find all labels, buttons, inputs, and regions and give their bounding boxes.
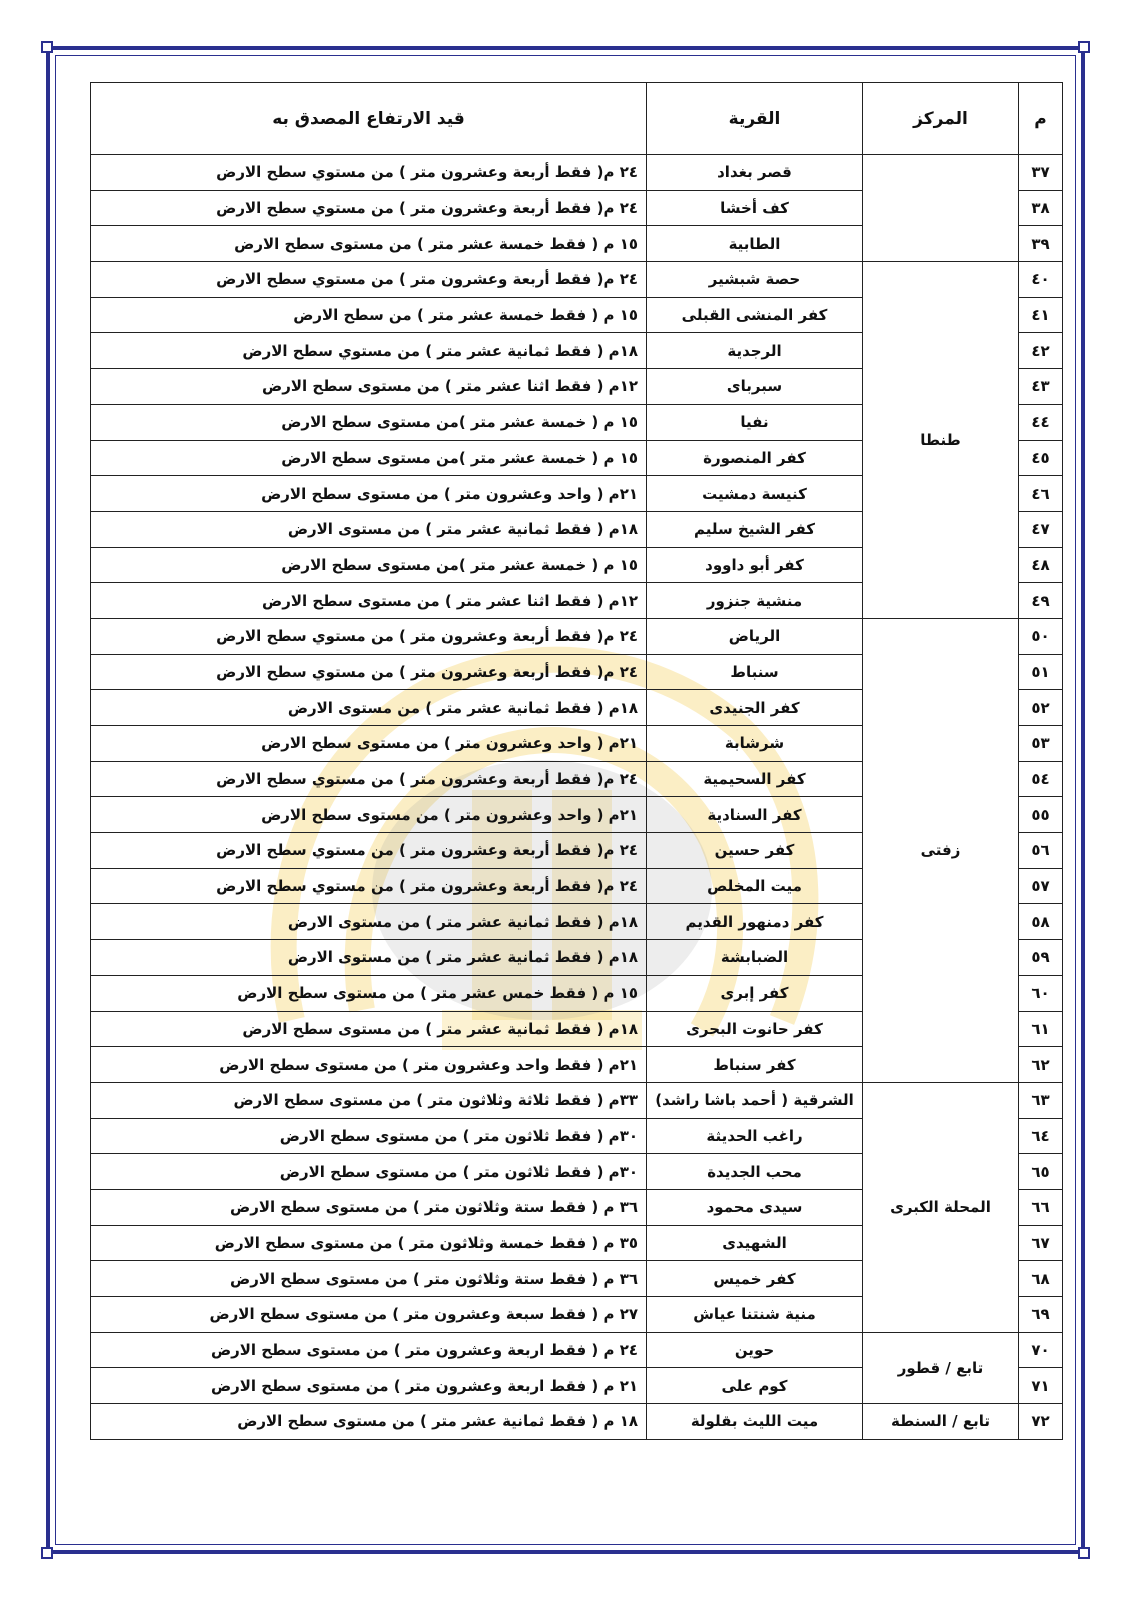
row-number: ٧٢ — [1019, 1404, 1063, 1440]
center-cell — [863, 155, 1019, 262]
village-cell: كفر السحيمية — [647, 761, 863, 797]
row-number: ٦٠ — [1019, 975, 1063, 1011]
row-number: ٦٥ — [1019, 1154, 1063, 1190]
row-number: ٥٥ — [1019, 797, 1063, 833]
row-number: ٤٦ — [1019, 476, 1063, 512]
altitude-limit-cell: ٢٤ م( فقط أربعة وعشرون متر ) من مستوي سطح الارض — [91, 190, 647, 226]
altitude-limit-cell: ١٢م ( فقط اثنا عشر متر ) من مستوى سطح الارض — [91, 369, 647, 405]
altitude-limit-cell: ٣٦ م ( فقط ستة وثلاثون متر ) من مستوى سطح الارض — [91, 1189, 647, 1225]
row-number: ٤٧ — [1019, 511, 1063, 547]
table-header-row — [91, 83, 1063, 155]
village-cell: ميت الليث بقلولة — [647, 1404, 863, 1440]
center-cell: تابع / قطور — [863, 1332, 1019, 1403]
altitude-limit-cell: ٣٦ م ( فقط ستة وثلاثون متر ) من مستوى سطح الارض — [91, 1261, 647, 1297]
altitude-limit-cell: ٢٧ م ( فقط سبعة وعشرون متر ) من مستوى سطح الارض — [91, 1297, 647, 1333]
village-cell: قصر بغداد — [647, 155, 863, 191]
row-number: ٤٠ — [1019, 262, 1063, 298]
row-number: ٥٢ — [1019, 690, 1063, 726]
altitude-limit-cell: ١٥ م ( فقط خمسة عشر متر ) من سطح الارض — [91, 297, 647, 333]
village-cell: كفر حانوت البحرى — [647, 1011, 863, 1047]
village-cell: كفر المنشى القبلى — [647, 297, 863, 333]
village-cell: راغب الحديثة — [647, 1118, 863, 1154]
row-number: ٤٤ — [1019, 404, 1063, 440]
row-number: ٤٩ — [1019, 583, 1063, 619]
village-cell: الرجدية — [647, 333, 863, 369]
altitude-limit-cell: ٢١م ( فقط واحد وعشرون متر ) من مستوى سطح الارض — [91, 1047, 647, 1083]
village-cell: شرشابة — [647, 726, 863, 762]
center-cell: طنطا — [863, 262, 1019, 619]
altitude-limit-cell: ١٢م ( فقط اثنا عشر متر ) من مستوى سطح الارض — [91, 583, 647, 619]
village-cell: نفيا — [647, 404, 863, 440]
frame-corner-br — [1078, 1547, 1090, 1559]
table-row — [91, 618, 1063, 654]
altitude-limit-cell: ٢٤ م( فقط أربعة وعشرون متر ) من مستوي سطح الارض — [91, 761, 647, 797]
village-cell: محب الجديدة — [647, 1154, 863, 1190]
altitude-limit-cell: ١٨م ( فقط ثمانية عشر متر ) من مستوى سطح الارض — [91, 1011, 647, 1047]
altitude-limits-table — [90, 82, 1063, 1440]
village-cell: حصة شبشير — [647, 262, 863, 298]
row-number: ٣٧ — [1019, 155, 1063, 191]
village-cell: كفر أبو داوود — [647, 547, 863, 583]
table-row — [91, 1082, 1063, 1118]
row-number: ٦٧ — [1019, 1225, 1063, 1261]
frame-corner-tr — [1078, 41, 1090, 53]
village-cell: الطابية — [647, 226, 863, 262]
row-number: ٦٦ — [1019, 1189, 1063, 1225]
village-cell: منية شنتنا عياش — [647, 1297, 863, 1333]
village-cell: كفر المنصورة — [647, 440, 863, 476]
altitude-limit-cell: ٣٠م ( فقط ثلاثون متر ) من مستوى سطح الارض — [91, 1118, 647, 1154]
table-row — [91, 1332, 1063, 1368]
altitude-limit-cell: ١٨ م ( فقط ثمانية عشر متر ) من مستوى سطح الارض — [91, 1404, 647, 1440]
altitude-limit-cell: ١٥ م ( فقط خمسة عشر متر ) من مستوى سطح الارض — [91, 226, 647, 262]
altitude-limit-cell: ٢٤ م( فقط أربعة وعشرون متر ) من مستوي سطح الارض — [91, 618, 647, 654]
row-number: ٦٤ — [1019, 1118, 1063, 1154]
village-cell: كفر السنادية — [647, 797, 863, 833]
altitude-limit-cell: ١٥ م ( خمسة عشر متر )من مستوى سطح الارض — [91, 404, 647, 440]
row-number: ٥٧ — [1019, 868, 1063, 904]
row-number: ٥٦ — [1019, 833, 1063, 869]
altitude-limit-cell: ١٨م ( فقط ثمانية عشر متر ) من مستوى الارض — [91, 904, 647, 940]
village-cell: كوم على — [647, 1368, 863, 1404]
altitude-limit-cell: ٢٤ م( فقط أربعة وعشرون متر ) من مستوي سطح الارض — [91, 654, 647, 690]
row-number: ٥٤ — [1019, 761, 1063, 797]
altitude-limit-cell: ٢١ م ( فقط اربعة وعشرون متر ) من مستوى سطح الارض — [91, 1368, 647, 1404]
row-number: ٥٨ — [1019, 904, 1063, 940]
altitude-limit-cell: ٢٤ م ( فقط اربعة وعشرون متر ) من مستوى سطح الارض — [91, 1332, 647, 1368]
row-number: ٤٢ — [1019, 333, 1063, 369]
altitude-limit-cell: ١٥ م ( خمسة عشر متر )من مستوى سطح الارض — [91, 547, 647, 583]
row-number: ٧١ — [1019, 1368, 1063, 1404]
altitude-limit-cell: ١٥ م ( خمسة عشر متر )من مستوى سطح الارض — [91, 440, 647, 476]
row-number: ٥٩ — [1019, 940, 1063, 976]
altitude-limit-cell: ٢١م ( واحد وعشرون متر ) من مستوى سطح الارض — [91, 476, 647, 512]
altitude-limit-cell: ٣٣م ( فقط ثلاثة وثلاثون متر ) من مستوى سطح الارض — [91, 1082, 647, 1118]
altitude-limit-cell: ٢٤ م( فقط أربعة وعشرون متر ) من مستوي سطح الارض — [91, 155, 647, 191]
altitude-limit-cell: ٢٤ م( فقط أربعة وعشرون متر ) من مستوي سطح الارض — [91, 262, 647, 298]
village-cell: سبرباى — [647, 369, 863, 405]
row-number: ٤٣ — [1019, 369, 1063, 405]
center-cell: المحلة الكبرى — [863, 1082, 1019, 1332]
village-cell: كفر إبرى — [647, 975, 863, 1011]
village-cell: الضبابشة — [647, 940, 863, 976]
row-number: ٦٨ — [1019, 1261, 1063, 1297]
village-cell: كنيسة دمشيت — [647, 476, 863, 512]
header-limit: قيد الارتفاع المصدق به — [91, 83, 647, 155]
village-cell: كفر سنباط — [647, 1047, 863, 1083]
village-cell: كفر الشيخ سليم — [647, 511, 863, 547]
village-cell: منشية جنزور — [647, 583, 863, 619]
row-number: ٥١ — [1019, 654, 1063, 690]
altitude-limit-cell: ١٨م ( فقط ثمانية عشر متر ) من مستوى الارض — [91, 690, 647, 726]
row-number: ٣٨ — [1019, 190, 1063, 226]
altitude-limit-cell: ١٥ م ( فقط خمس عشر متر ) من مستوى سطح الارض — [91, 975, 647, 1011]
center-cell: تابع / السنطة — [863, 1404, 1019, 1440]
table-row — [91, 1404, 1063, 1440]
center-cell: زفتى — [863, 618, 1019, 1082]
row-number: ٥٠ — [1019, 618, 1063, 654]
village-cell: كفر خميس — [647, 1261, 863, 1297]
row-number: ٥٣ — [1019, 726, 1063, 762]
village-cell: الشرقية ( أحمد باشا راشد) — [647, 1082, 863, 1118]
altitude-limit-cell: ١٨م ( فقط ثمانية عشر متر ) من مستوى الارض — [91, 940, 647, 976]
header-village: القرية — [647, 83, 863, 155]
altitude-limit-cell: ٣٠م ( فقط ثلاثون متر ) من مستوى سطح الارض — [91, 1154, 647, 1190]
frame-corner-tl — [41, 41, 53, 53]
header-num: م — [1019, 83, 1063, 155]
table-body — [91, 155, 1063, 1440]
altitude-limit-cell: ٣٥ م ( فقط خمسة وثلاثون متر ) من مستوى سطح الارض — [91, 1225, 647, 1261]
table-row — [91, 262, 1063, 298]
altitude-limit-cell: ١٨م ( فقط ثمانية عشر متر ) من مستوى الارض — [91, 511, 647, 547]
altitude-limit-cell: ١٨م ( فقط ثمانية عشر متر ) من مستوي سطح الارض — [91, 333, 647, 369]
row-number: ٦٩ — [1019, 1297, 1063, 1333]
altitude-limit-cell: ٢١م ( واحد وعشرون متر ) من مستوى سطح الارض — [91, 797, 647, 833]
row-number: ٤٨ — [1019, 547, 1063, 583]
village-cell: كفر دمنهور القديم — [647, 904, 863, 940]
header-center: المركز — [863, 83, 1019, 155]
frame-corner-bl — [41, 1547, 53, 1559]
row-number: ٤٥ — [1019, 440, 1063, 476]
row-number: ٣٩ — [1019, 226, 1063, 262]
village-cell: كفر حسين — [647, 833, 863, 869]
row-number: ٦٢ — [1019, 1047, 1063, 1083]
village-cell: سيدى محمود — [647, 1189, 863, 1225]
village-cell: سنباط — [647, 654, 863, 690]
row-number: ٦٣ — [1019, 1082, 1063, 1118]
table-row — [91, 155, 1063, 191]
altitude-limit-cell: ٢٤ م( فقط أربعة وعشرون متر ) من مستوي سطح الارض — [91, 833, 647, 869]
village-cell: كف أخشا — [647, 190, 863, 226]
village-cell: حوين — [647, 1332, 863, 1368]
village-cell: ميت المخلص — [647, 868, 863, 904]
altitude-limit-cell: ٢٤ م( فقط أربعة وعشرون متر ) من مستوي سطح الارض — [91, 868, 647, 904]
village-cell: الشهيدى — [647, 1225, 863, 1261]
village-cell: الرياض — [647, 618, 863, 654]
row-number: ٤١ — [1019, 297, 1063, 333]
altitude-limit-cell: ٢١م ( واحد وعشرون متر ) من مستوى سطح الارض — [91, 726, 647, 762]
row-number: ٧٠ — [1019, 1332, 1063, 1368]
village-cell: كفر الجنيدى — [647, 690, 863, 726]
row-number: ٦١ — [1019, 1011, 1063, 1047]
